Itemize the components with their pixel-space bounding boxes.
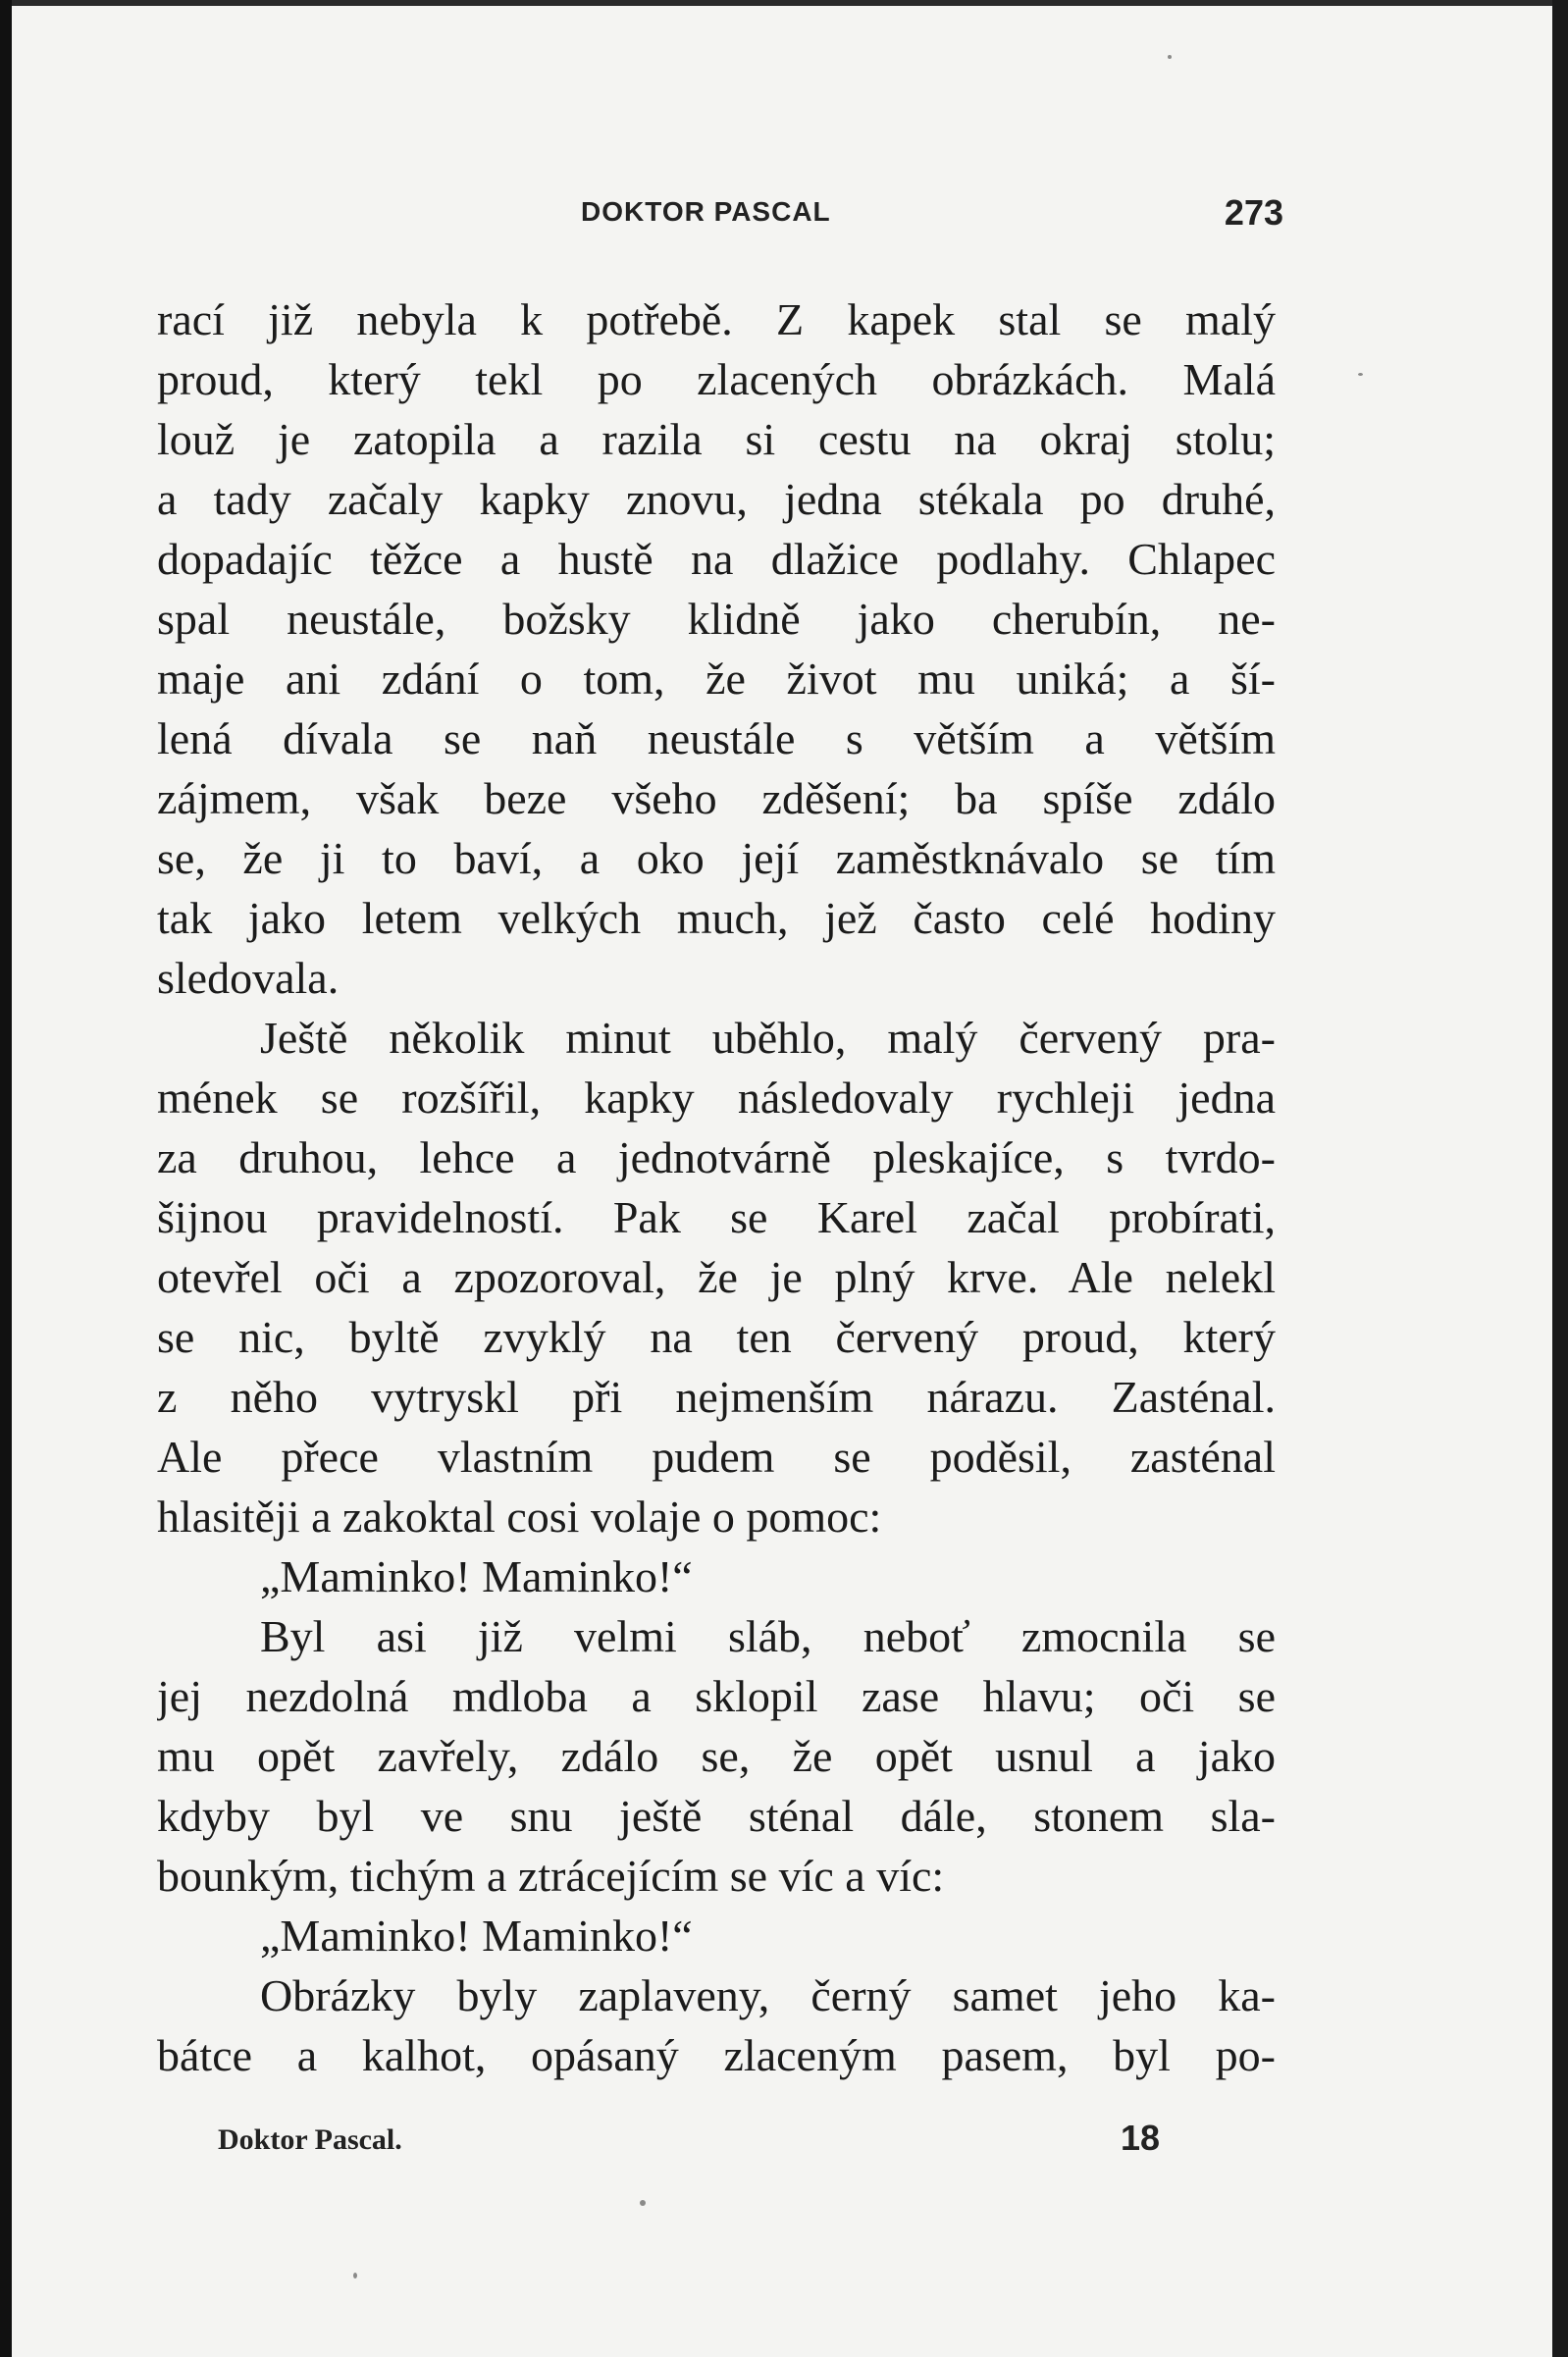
text-line: jej nezdolná mdloba a sklopil zase hlavu; oči se xyxy=(157,1671,1276,1721)
scan-edge-right xyxy=(1552,0,1568,2357)
scan-edge-left xyxy=(0,0,12,2357)
text-line: zájmem, však beze všeho zděšení; ba spíše zdálo xyxy=(157,773,1276,823)
signature-mark: Doktor Pascal. xyxy=(218,2123,402,2156)
scan-speck xyxy=(640,2200,646,2206)
text-line: otevřel oči a zpozoroval, že je plný krve. Ale nelekl xyxy=(157,1252,1276,1302)
scan-speck xyxy=(353,2273,357,2278)
text-line: bounkým, tichým a ztrácejícím se víc a víc: xyxy=(157,1851,945,1901)
text-line: kdyby byl ve snu ještě sténal dále, stonem sla- xyxy=(157,1791,1276,1841)
running-title: DOKTOR PASCAL xyxy=(581,196,831,227)
scan-speck xyxy=(1358,373,1363,376)
text-line: Obrázky byly zaplaveny, černý samet jeho ka- xyxy=(260,1970,1276,2020)
text-line: za druhou, lehce a jednotvárně pleskajíce, s tvrdo- xyxy=(157,1132,1276,1182)
running-head xyxy=(157,192,1283,236)
text-line: hlasitěji a zakoktal cosi volaje o pomoc: xyxy=(157,1492,882,1542)
text-line: šijnou pravidelností. Pak se Karel začal probírati, xyxy=(157,1192,1276,1242)
text-line: sledovala. xyxy=(157,953,340,1003)
text-line: louž je zatopila a razila si cestu na okraj stolu; xyxy=(157,414,1276,464)
text-line: a tady začaly kapky znovu, jedna stékala po druhé, xyxy=(157,474,1276,524)
text-line: tak jako letem velkých much, jež často celé hodiny xyxy=(157,893,1276,943)
text-line: proud, který tekl po zlacených obrázkách. Malá xyxy=(157,354,1276,404)
text-line: se, že ji to baví, a oko její zaměstknávalo se tím xyxy=(157,833,1276,883)
page-footer xyxy=(218,2118,1160,2167)
sheet-number: 18 xyxy=(1121,2118,1161,2158)
text-line: „Maminko! Maminko!“ xyxy=(260,1551,693,1601)
text-line: mének se rozšířil, kapky následovaly rychleji jedna xyxy=(157,1073,1276,1123)
text-line: Ale přece vlastním pudem se poděsil, zasténal xyxy=(157,1432,1276,1482)
scan-speck xyxy=(1168,55,1172,59)
text-line: spal neustále, božsky klidně jako cherubín, ne- xyxy=(157,594,1276,644)
text-line: dopadajíc těžce a hustě na dlažice podlahy. Chlapec xyxy=(157,534,1276,584)
text-line: Ještě několik minut uběhlo, malý červený pra- xyxy=(260,1013,1276,1063)
text-line: rací již nebyla k potřebě. Z kapek stal se malý xyxy=(157,294,1276,344)
text-line: se nic, byltě zvyklý na ten červený proud, který xyxy=(157,1312,1276,1362)
page-number: 273 xyxy=(1224,192,1283,233)
text-line: lená dívala se naň neustále s větším a větším xyxy=(157,713,1276,763)
text-line: Byl asi již velmi sláb, neboť zmocnila se xyxy=(260,1611,1276,1661)
scan-edge-top xyxy=(0,0,1568,6)
body-text xyxy=(157,289,1276,2085)
text-line: mu opět zavřely, zdálo se, že opět usnul a jako xyxy=(157,1731,1276,1781)
text-line: bátce a kalhot, opásaný zlaceným pasem, byl po- xyxy=(157,2030,1276,2080)
text-line: z něho vytryskl při nejmenším nárazu. Zasténal. xyxy=(157,1372,1276,1422)
text-line: maje ani zdání o tom, že život mu uniká; a ší- xyxy=(157,654,1276,704)
text-line: „Maminko! Maminko!“ xyxy=(260,1911,693,1961)
